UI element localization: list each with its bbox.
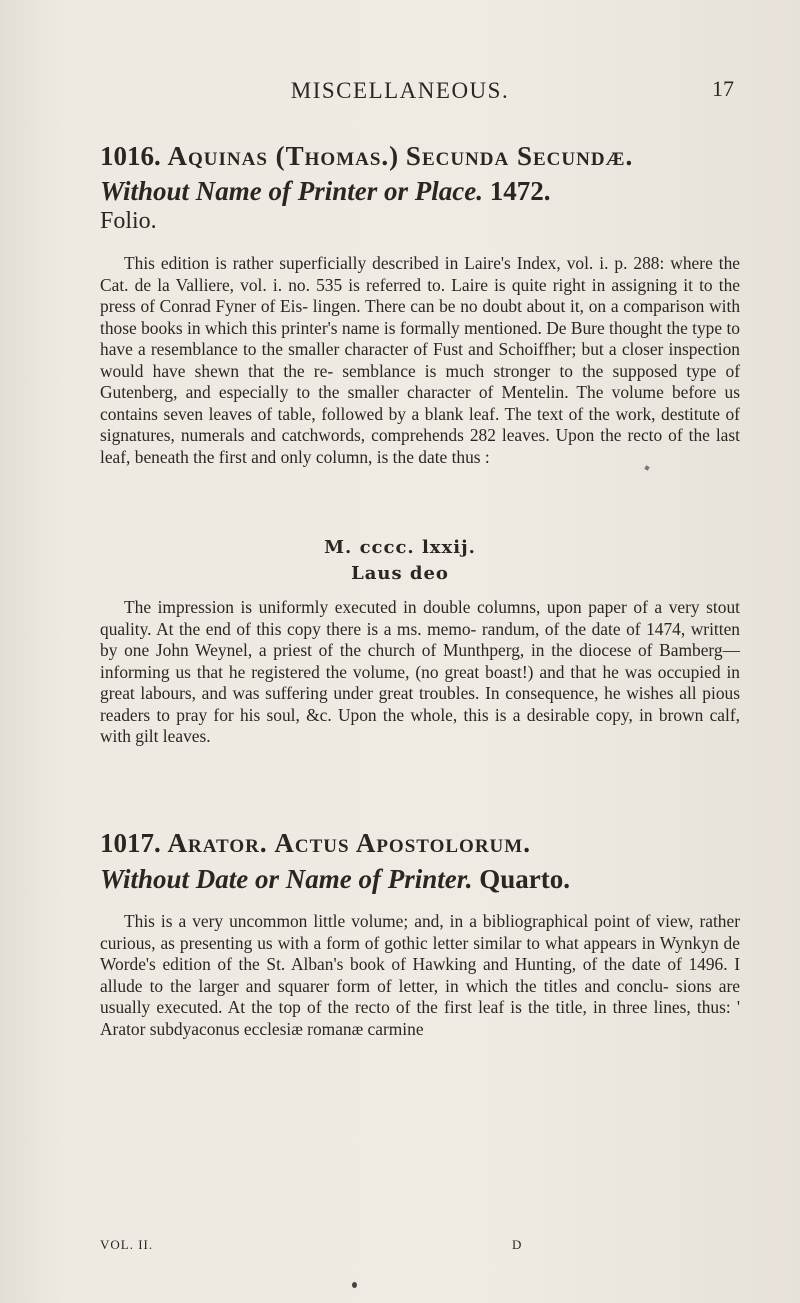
- text-line: great labours, and was suffering under great troubles. In consequence,: [100, 683, 599, 703]
- text-line: column, is the date thus :: [315, 446, 490, 467]
- text-line: lingen. There can be no doubt about it, on a comparison with those: [100, 296, 741, 338]
- text-line: Laire is quite right in assigning it to the press of Conrad Fyner of Eis-: [100, 274, 740, 316]
- paper-speck: [644, 465, 649, 470]
- signature-mark: D: [512, 1237, 523, 1252]
- entry-author: Aquinas (Thomas.): [167, 141, 400, 171]
- colophon-laus-deo: Laus deo: [351, 563, 449, 584]
- text-line: he wishes all pious readers to pray for his soul, &c. Upon the whole,: [100, 683, 740, 725]
- text-line: especially to the smaller character of Mentelin. The volume before us: [218, 382, 740, 402]
- entry-imprint: Without Date or Name of Printer.: [100, 864, 473, 894]
- entry-number: 1016.: [100, 141, 161, 171]
- text-line: This edition is rather superficially described in Laire's Index, vol. i.: [124, 253, 609, 273]
- text-line: books in which this printer's name is formally mentioned. De Bure: [141, 317, 605, 338]
- text-line: sions are usually executed. At the top of the recto of the first leaf is the: [100, 975, 740, 1017]
- entry-1017-description: [100, 911, 740, 1040]
- entry-imprint: Without Name of Printer or Place.: [100, 176, 483, 206]
- entry-number: 1017.: [100, 828, 161, 858]
- entry-1016-impression-note: [100, 597, 740, 748]
- entry-1016-heading: [100, 139, 740, 173]
- entry-1016-description: [100, 253, 740, 468]
- text-line: point of view, rather curious, as presenting us with a form of gothic: [100, 911, 740, 953]
- entry-title: Secunda Secundæ.: [405, 141, 634, 171]
- entry-format: Quarto.: [479, 864, 571, 894]
- running-head: MISCELLANEOUS.: [290, 78, 510, 103]
- text-line: work, destitute of signatures, numerals and catchwords, comprehends: [100, 403, 740, 445]
- entry-1016-format: Folio.: [100, 208, 157, 234]
- text-line: 282 leaves. Upon the recto of the last leaf, beneath the first and only: [100, 425, 740, 467]
- entry-1017-heading: [100, 826, 740, 860]
- text-line: and Schoiffher; but a closer inspection would have shewn that the re-: [100, 339, 740, 381]
- entry-1017-imprint-line: [100, 862, 740, 896]
- text-line: letter similar to what appears in Wynkyn de Worde's edition of the St.: [100, 932, 740, 974]
- text-line: this is a desirable copy, in brown calf, with gilt leaves.: [100, 704, 740, 746]
- text-line: of a very stout quality. At the end of this copy there is a ms. memo-: [100, 597, 740, 639]
- text-line: Alban's book of Hawking and Hunting, of the date of 1496. I allude: [100, 954, 741, 996]
- text-line: title, in three lines, thus: ' Arator subdyaconus ecclesiæ romanæ carmine: [100, 997, 740, 1039]
- text-line: The impression is uniformly executed in double columns, upon paper: [124, 597, 627, 617]
- text-line: contains seven leaves of table, followed by a blank leaf. The text of the: [100, 403, 610, 424]
- text-line: thought the type to have a resemblance to the smaller character of Fust: [100, 317, 740, 359]
- volume-marker: VOL. II.: [100, 1237, 154, 1252]
- entry-title: Actus Apostolorum.: [274, 828, 531, 858]
- text-line: randum, of the date of 1474, written by one John Weynel, a priest of: [100, 618, 740, 660]
- entry-1016-imprint-line: [100, 174, 740, 208]
- text-line: semblance is much stronger to the supposed type of Gutenberg, and: [100, 360, 740, 402]
- text-line: p. 288: where the Cat. de la Valliere, vol. i. no. 535 is referred to.: [100, 253, 741, 295]
- text-line: to the larger and squarer form of letter, in which the titles and conclu-: [149, 975, 669, 996]
- entry-year: 1472.: [489, 176, 551, 206]
- page-number: 17: [712, 76, 734, 101]
- text-line: the church of Munthperg, in the diocese of Bamberg—informing us that: [100, 640, 740, 682]
- ink-dot: [352, 1282, 357, 1288]
- text-line: he registered the volume, (no great boast!) and that he was occupied in: [228, 661, 740, 682]
- entry-author: Arator.: [167, 828, 268, 858]
- colophon-date: M. cccc. lxxij.: [324, 537, 476, 558]
- text-line: This is a very uncommon little volume; and, in a bibliographical: [124, 911, 589, 931]
